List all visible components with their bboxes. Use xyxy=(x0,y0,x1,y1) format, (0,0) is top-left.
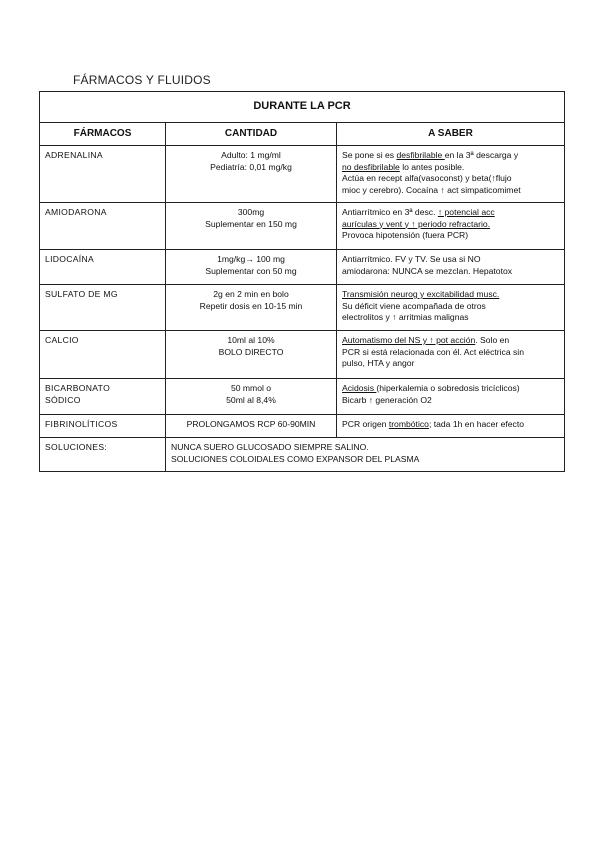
note-line xyxy=(342,230,559,242)
note-text: PCR si está relacionada con él. Act eléctrica sin xyxy=(342,346,524,357)
note-text: electrolitos y ↑ arritmias malignas xyxy=(342,312,469,322)
note-text: amiodarona: NUNCA se mezclan. Hepatotox xyxy=(342,265,513,276)
note-line xyxy=(342,162,559,174)
note-line xyxy=(342,347,559,359)
underlined-text: no desfibrilable xyxy=(342,161,400,172)
underlined-text: Acidosis xyxy=(342,383,377,393)
quantity-line: 50 mmol o xyxy=(230,383,272,393)
drug-name-cell xyxy=(40,415,166,438)
note-text: PCR origen xyxy=(342,419,389,429)
note-line xyxy=(342,173,559,185)
table-row xyxy=(40,146,565,203)
notes-cell xyxy=(337,285,565,331)
column-header-quantity: CANTIDAD xyxy=(166,123,337,146)
solutions-label: SOLUCIONES: xyxy=(40,438,166,472)
note-line xyxy=(342,207,559,219)
quantity-line: Suplementar con 50 mg xyxy=(205,265,297,276)
quantity-line: Adulto: 1 mg/ml xyxy=(221,150,281,160)
quantity-line: 1mg/kg→ 100 mg xyxy=(217,254,285,264)
note-line xyxy=(342,301,559,313)
note-line xyxy=(342,185,559,197)
note-text: Antiarrítmico. FV y TV. Se usa si NO xyxy=(342,254,481,264)
notes-cell xyxy=(337,331,565,379)
notes-cell xyxy=(337,203,565,250)
quantity-line: 50ml al 8,4% xyxy=(226,394,276,405)
notes-cell xyxy=(337,250,565,285)
solutions-line: SOLUCIONES COLOIDALES COMO EXPANSOR DEL PLASMA xyxy=(171,453,420,464)
note-text: Bicarb ↑ generación O2 xyxy=(342,394,432,405)
quantity-cell xyxy=(166,285,337,331)
page-heading: FÁRMACOS Y FLUIDOS xyxy=(73,73,211,87)
solutions-line: NUNCA SUERO GLUCOSADO SIEMPRE SALINO. xyxy=(171,442,369,452)
drug-name-cell xyxy=(40,379,166,415)
drug-name: ADRENALINA xyxy=(45,150,103,160)
quantity-cell xyxy=(166,331,337,379)
quantity-line: Suplementar en 150 mg xyxy=(205,218,297,229)
solutions-text xyxy=(166,438,565,472)
note-line xyxy=(342,219,559,231)
quantity-cell xyxy=(166,379,337,415)
note-text: mioc y cerebro). Cocaína ↑ act simpaticomimet xyxy=(342,184,521,195)
quantity-line: 2g en 2 min en bolo xyxy=(213,289,289,299)
note-text: pulso, HTA y angor xyxy=(342,358,415,368)
underlined-text: trombótico xyxy=(388,419,429,429)
underlined-text: Automatismo del NS y ↑ pot acción xyxy=(342,335,476,345)
quantity-cell xyxy=(166,250,337,285)
solutions-row xyxy=(40,438,565,472)
drug-name: SÓDICO xyxy=(45,394,81,405)
quantity-line: 10ml al 10% xyxy=(227,335,275,345)
notes-cell xyxy=(337,146,565,203)
note-line xyxy=(342,266,559,278)
table-row xyxy=(40,250,565,285)
note-line xyxy=(342,335,559,347)
quantity-line: 300mg xyxy=(237,207,265,217)
drug-name: AMIODARONA xyxy=(45,207,107,217)
note-text: (hiperkalemia o sobredosis tricíclicos) xyxy=(376,383,520,393)
table-row xyxy=(40,379,565,415)
notes-cell xyxy=(337,415,565,438)
note-line xyxy=(342,312,559,324)
table-row xyxy=(40,285,565,331)
pcr-drug-table xyxy=(39,91,565,472)
drug-name-cell xyxy=(40,203,166,250)
note-text: ; tada 1h en hacer efecto xyxy=(428,419,525,429)
note-text: Se pone si es xyxy=(342,150,397,160)
quantity-cell xyxy=(166,203,337,250)
notes-cell xyxy=(337,379,565,415)
note-line xyxy=(342,395,559,407)
note-text: Su déficit viene acompañada de otros xyxy=(342,300,486,311)
table-row xyxy=(40,203,565,250)
column-header-notes: A SABER xyxy=(337,123,565,146)
note-text: lo antes posible. xyxy=(399,161,465,172)
column-header-drugs: FÁRMACOS xyxy=(40,123,166,146)
note-text: . Solo en xyxy=(475,335,510,345)
note-line xyxy=(342,419,559,431)
note-text: Provoca hipotensión (fuera PCR) xyxy=(342,230,469,240)
table-body xyxy=(40,146,565,472)
note-line xyxy=(342,150,559,162)
quantity-cell xyxy=(166,146,337,203)
drug-name-cell xyxy=(40,331,166,379)
drug-name: LIDOCAÍNA xyxy=(45,254,95,264)
drug-name: SULFATO DE MG xyxy=(45,289,118,299)
drug-name-cell xyxy=(40,146,166,203)
table-row xyxy=(40,331,565,379)
drug-name: BICARBONATO xyxy=(45,383,111,393)
quantity-line: Repetir dosis en 10-15 min xyxy=(199,300,303,311)
underlined-text: desfibrilable xyxy=(396,150,445,160)
quantity-line: PROLONGAMOS RCP 60-90MIN xyxy=(186,419,316,429)
note-line xyxy=(342,383,559,395)
table-title: DURANTE LA PCR xyxy=(40,92,565,123)
note-line xyxy=(342,358,559,370)
underlined-text: aurículas y vent y ↑ periodo refractario. xyxy=(342,218,491,229)
note-line xyxy=(342,289,559,301)
note-text: Antiarrítmico en 3ª desc. xyxy=(342,207,438,217)
note-line xyxy=(342,254,559,266)
quantity-line: BOLO DIRECTO xyxy=(218,346,284,357)
note-text: Actúa en recept alfa(vasoconst) y beta(↑flujo xyxy=(342,173,512,183)
quantity-cell xyxy=(166,415,337,438)
drug-name-cell xyxy=(40,285,166,331)
underlined-text: Transmisión neurog y excitabilidad musc. xyxy=(342,289,500,299)
underlined-text: ↑ potencial acc xyxy=(437,207,495,217)
drug-name-cell xyxy=(40,250,166,285)
quantity-line: Pediatría: 0,01 mg/kg xyxy=(210,161,292,172)
drug-name: CALCIO xyxy=(45,335,79,345)
note-text: en la 3ª descarga y xyxy=(444,150,519,160)
drug-name: FIBRINOLÍTICOS xyxy=(45,419,118,429)
table-row xyxy=(40,415,565,438)
